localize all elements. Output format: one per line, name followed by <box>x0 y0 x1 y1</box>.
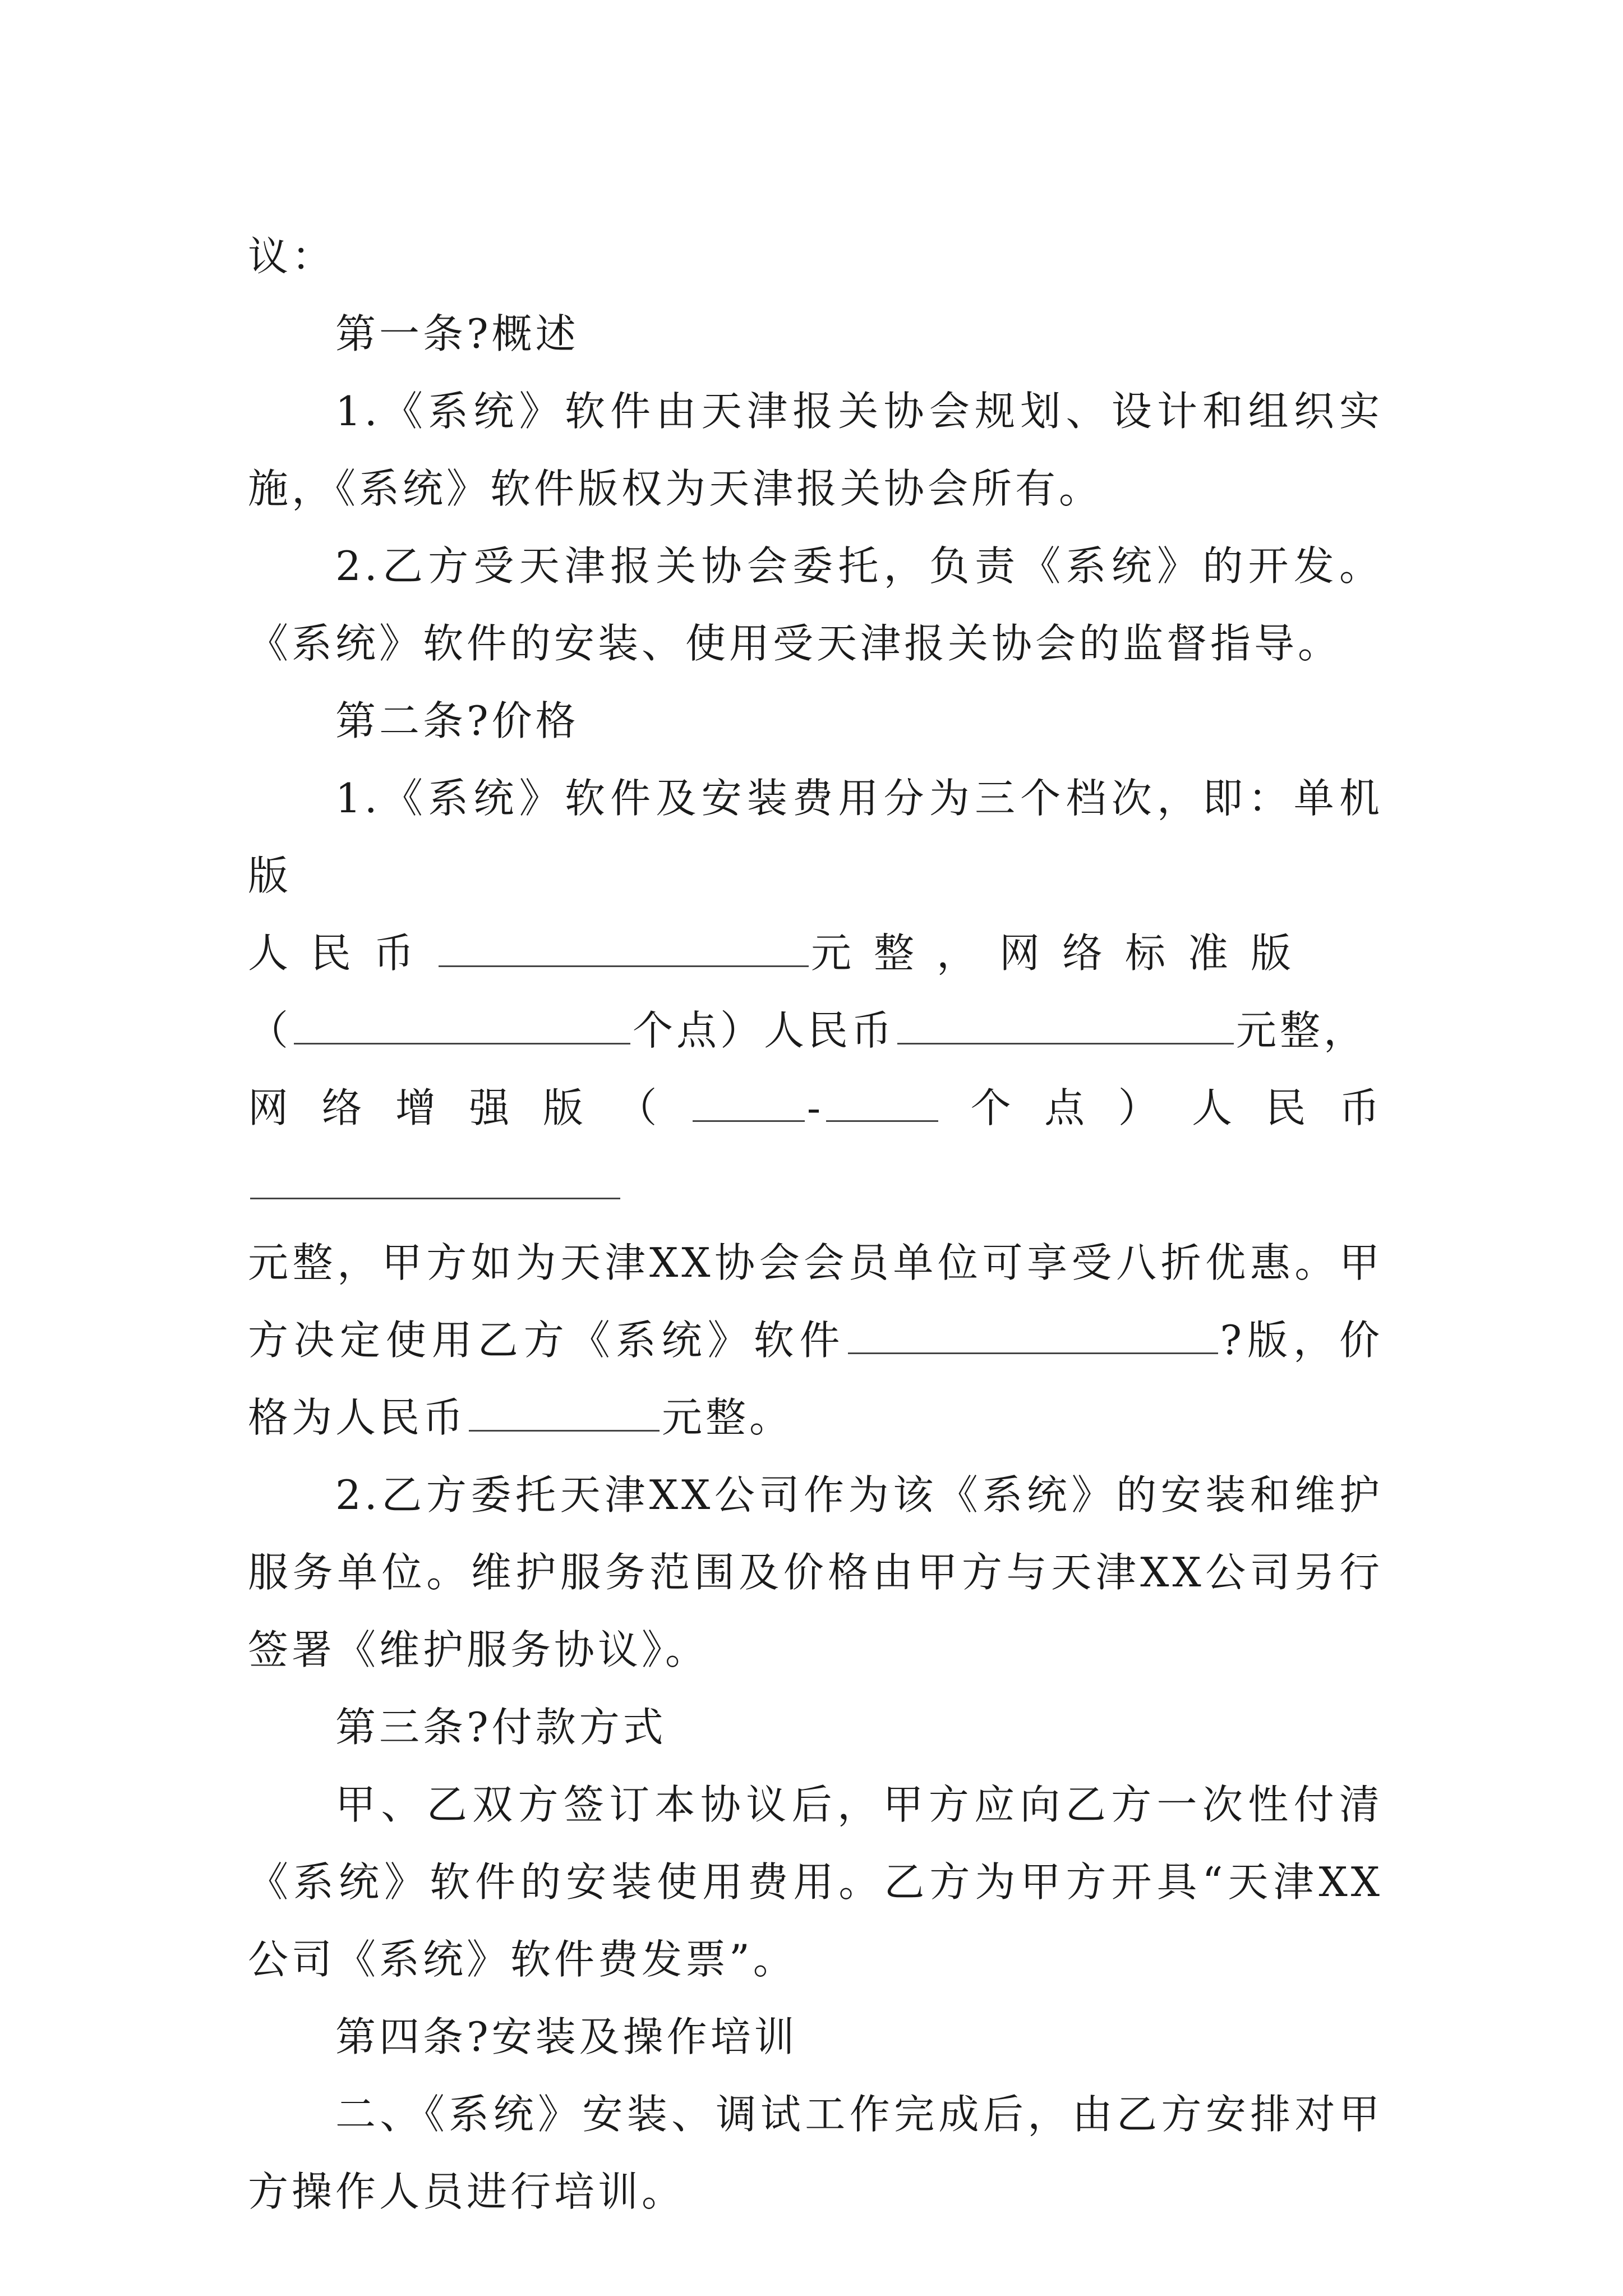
enh-price-blank <box>250 1161 620 1199</box>
final-price-blank <box>469 1393 660 1432</box>
article-2-heading: 第二条?价格 <box>335 697 579 744</box>
enh-suffix: 元整，甲方如为天津XX协会会员单位可享受八折优惠。甲方决定使用乙方《系统》软件 <box>248 1239 1383 1364</box>
intro-tail: 议： <box>248 233 336 280</box>
enh-dash: - <box>806 1084 824 1131</box>
enh-to-blank <box>826 1083 938 1122</box>
article-2-price-item <box>248 760 1383 1456</box>
article-1-item-1: 1.《系统》软件由天津报关协会规划、设计和组织实施，《系统》软件版权为天津报关协会所有。 <box>248 388 1383 512</box>
std-points: 个点）人民币 <box>633 1007 896 1054</box>
version-suffix: ?版，价格为人民币 <box>248 1317 1383 1441</box>
article-2-maintenance-item: 2.乙方委托天津XX公司作为该《系统》的安装和维护服务单位。维护服务范围及价格由甲方与天津XX公司另行签署《维护服务协议》。 <box>248 1471 1383 1673</box>
article-3-body: 甲、乙双方签订本协议后，甲方应向乙方一次性付清《系统》软件的安装使用费用。乙方为甲方开具“天津XX公司《系统》软件费发票”。 <box>248 1781 1383 1983</box>
enh-points: 个点）人民币 <box>940 1084 1383 1131</box>
document-body <box>248 218 1383 2230</box>
enh-from-blank <box>693 1083 805 1122</box>
article-1-heading: 第一条?概述 <box>335 310 579 357</box>
article-1-item-2: 2.乙方受天津报关协会委托，负责《系统》的开发。《系统》软件的安装、使用受天津报关协会的监督指导。 <box>248 542 1383 667</box>
single-price-blank <box>439 928 809 967</box>
std-points-blank <box>294 1006 630 1045</box>
price-lead: 1.《系统》软件及安装费用分为三个档次，即：单机版 <box>248 775 1383 899</box>
single-suffix: 元整，网络标准版 <box>811 930 1314 977</box>
single-prefix: 人民币 <box>248 930 437 977</box>
article-4-heading: 第四条?安装及操作培训 <box>335 2013 798 2060</box>
version-blank <box>848 1315 1218 1354</box>
final-suffix: 元整。 <box>662 1394 794 1441</box>
std-open: （ <box>248 1007 292 1054</box>
article-3-heading: 第三条?付款方式 <box>335 1704 667 1751</box>
std-suffix: 元整， <box>1236 1007 1368 1054</box>
article-4-body: 二、《系统》安装、调试工作完成后，由乙方安排对甲方操作人员进行培训。 <box>248 2091 1383 2215</box>
enh-prefix: 网络增强版（ <box>248 1084 690 1131</box>
std-price-blank <box>897 1006 1234 1045</box>
